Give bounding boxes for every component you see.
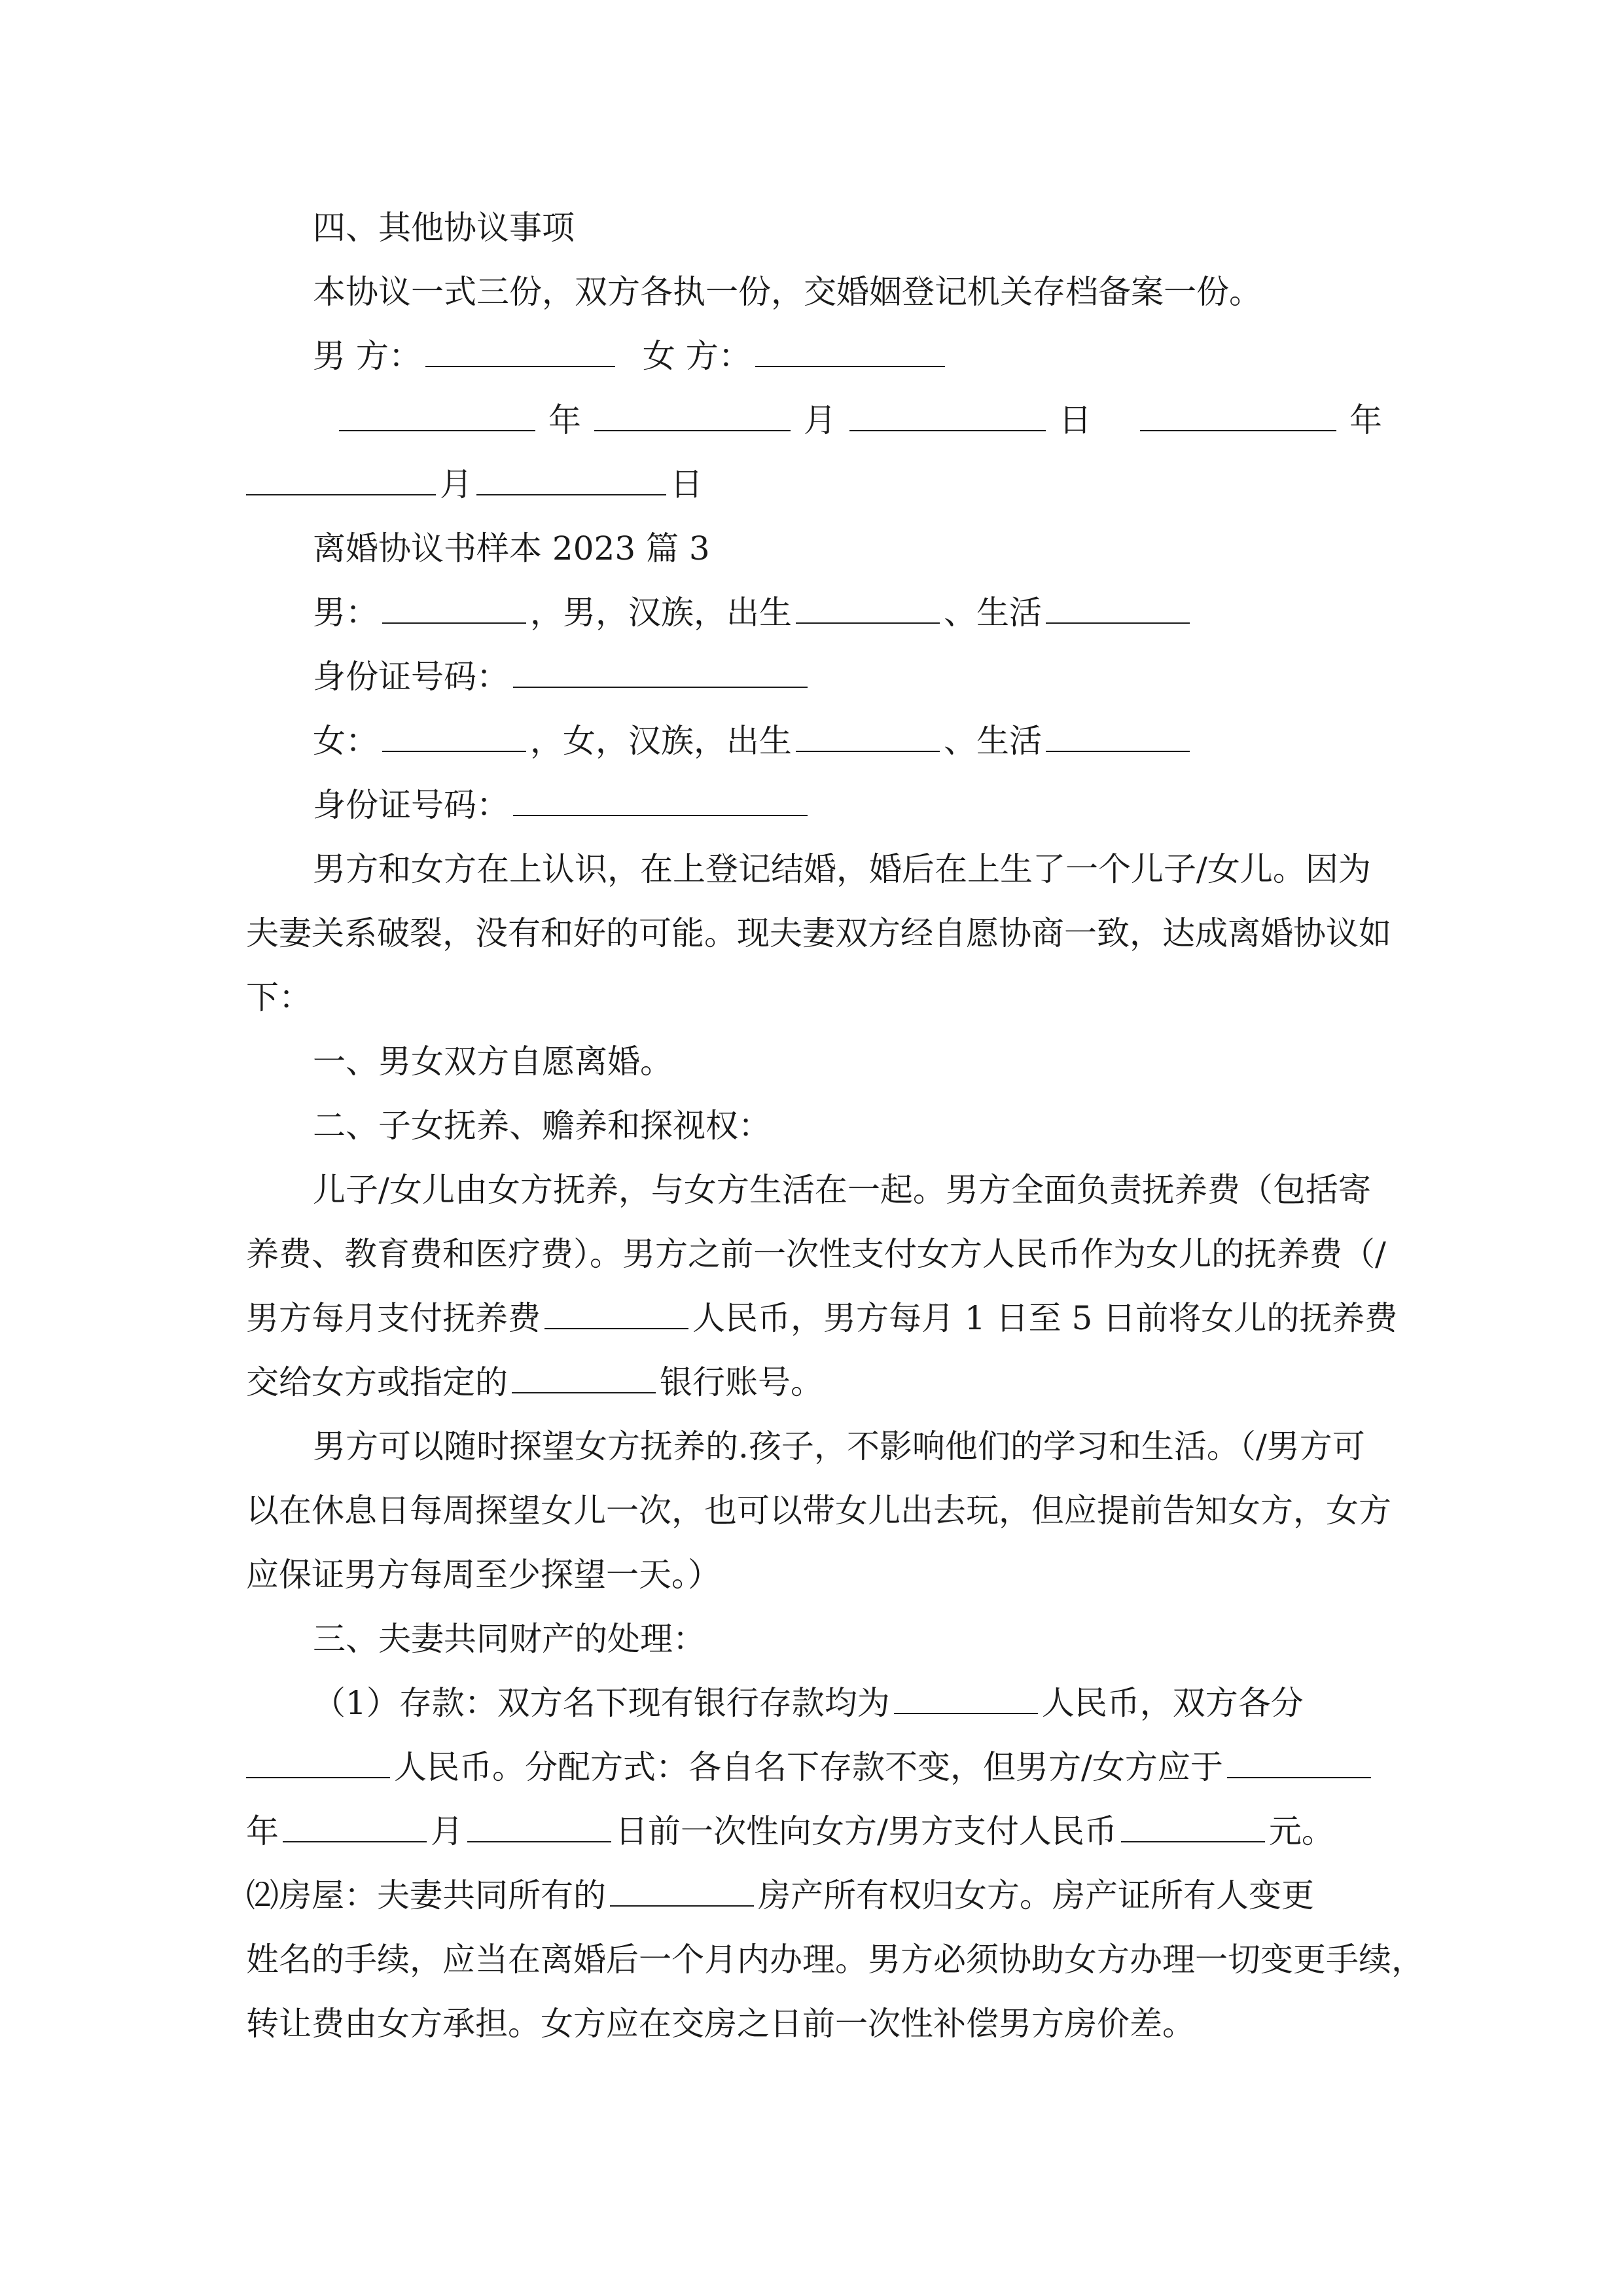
text: ，女，汉族，出生 (530, 722, 792, 760)
text: 身份证号码： (313, 786, 509, 824)
text: 应保证男方每周至少探望一天。） (246, 1556, 721, 1594)
text: 人民币，双方各分 (1041, 1684, 1304, 1722)
month-blank-2 (246, 465, 436, 495)
copies-clause (313, 272, 1262, 312)
day-label-2: 日 (670, 465, 703, 503)
day-blank (849, 401, 1046, 431)
text: 下： (246, 978, 312, 1016)
text: 日前一次性向女方/男方支付人民币 (615, 1812, 1117, 1850)
month-label-2: 月 (440, 465, 473, 503)
paragraph-line (313, 1683, 1304, 1723)
sample-title (313, 529, 710, 568)
text: 元。 (1268, 1812, 1334, 1850)
text: 、生活 (944, 594, 1042, 632)
paragraph-line (246, 1555, 721, 1594)
section-four-heading (313, 208, 575, 247)
paragraph-line (246, 1299, 1397, 1338)
text: 房产所有权归女方。房产证所有人变更 (758, 1876, 1314, 1914)
text: 四、其他协议事项 (313, 209, 575, 247)
male-id-line (313, 657, 812, 696)
date-line-2 (246, 465, 703, 504)
text: ⑵房屋：夫妻共同所有的 (246, 1876, 606, 1914)
paragraph-line (246, 1940, 1424, 1979)
paragraph-line (246, 914, 1391, 953)
paragraph-line (246, 1491, 1391, 1530)
year-blank (339, 401, 535, 431)
paragraph-line (246, 1363, 823, 1402)
property-blank (610, 1876, 754, 1907)
text: 年 (246, 1812, 279, 1850)
text: 夫妻关系破裂，没有和好的可能。现夫妻双方经自愿协商一致，达成离婚协议如 (246, 914, 1391, 952)
female-birth-blank (796, 722, 940, 752)
payment-year-blank (1227, 1748, 1371, 1778)
share-amount-blank (246, 1748, 390, 1778)
text: 身份证号码： (313, 658, 509, 696)
paragraph-line (246, 978, 312, 1017)
month-label: 月 (804, 401, 836, 439)
text: 离婚协议书样本 2023 篇 3 (313, 529, 710, 567)
female-info-line (313, 721, 1194, 761)
text: ，男，汉族，出生 (530, 594, 792, 632)
paragraph-line (313, 1170, 1371, 1210)
male-party-label: 男 方： (313, 337, 421, 375)
paragraph-line (246, 1812, 1334, 1851)
text: 姓名的手续，应当在离婚后一个月内办理。男方必须协助女方办理一切变更手续， (246, 1941, 1424, 1979)
paragraph-line (246, 1234, 1386, 1274)
text: 男方可以随时探望女方抚养的.孩子，不影响他们的学习和生活。（/男方可 (313, 1427, 1365, 1465)
male-info-line (313, 593, 1194, 632)
text: 人民币，男方每月 1 日至 5 日前将女儿的抚养费 (692, 1299, 1398, 1337)
text: 月 (431, 1812, 463, 1850)
clause-three-heading (313, 1619, 705, 1659)
text: 儿子/女儿由女方抚养，与女方生活在一起。男方全面负责抚养费（包括寄 (313, 1171, 1371, 1209)
male-birth-blank (796, 594, 940, 624)
male-signature-blank (425, 337, 615, 367)
paragraph-line (246, 1748, 1375, 1787)
paragraph-line (313, 1427, 1365, 1466)
text: 银行账号。 (660, 1363, 823, 1401)
payment-day-blank (467, 1812, 611, 1842)
payment-amount-blank (1121, 1812, 1265, 1842)
day-blank-2 (476, 465, 666, 495)
male-id-blank (513, 658, 808, 688)
day-label: 日 (1059, 401, 1092, 439)
text: 男方和女方在上认识，在上登记结婚，婚后在上生了一个儿子/女儿。因为 (313, 850, 1371, 888)
text: 女： (313, 722, 378, 760)
year-label: 年 (548, 401, 581, 439)
signature-line (313, 336, 949, 376)
year-label-2: 年 (1349, 401, 1382, 439)
male-name-blank (382, 594, 526, 624)
clause-one (313, 1042, 673, 1081)
paragraph-line (246, 1876, 1314, 1915)
year-blank-2 (1140, 401, 1336, 431)
text: 转让费由女方承担。女方应在交房之日前一次性补偿男方房价差。 (246, 2005, 1195, 2043)
text: 、生活 (944, 722, 1042, 760)
female-signature-blank (755, 337, 945, 367)
text: 三、夫妻共同财产的处理： (313, 1620, 705, 1658)
text: 二、子女抚养、赡养和探视权： (313, 1107, 771, 1145)
text: 一、男女双方自愿离婚。 (313, 1043, 673, 1081)
bank-account-blank (512, 1363, 656, 1393)
monthly-support-blank (544, 1299, 688, 1329)
female-party-label: 女 方： (642, 337, 751, 375)
female-id-blank (513, 786, 808, 816)
text: 男方每月支付抚养费 (246, 1299, 541, 1337)
female-residence-blank (1046, 722, 1190, 752)
paragraph-line (246, 2004, 1195, 2043)
text: 人民币。分配方式：各自名下存款不变，但男方/女方应于 (394, 1748, 1223, 1786)
text: （1）存款：双方名下现有银行存款均为 (313, 1684, 890, 1722)
text: 以在休息日每周探望女儿一次，也可以带女儿出去玩，但应提前告知女方，女方 (246, 1492, 1391, 1530)
paragraph-line (313, 850, 1371, 889)
payment-month-blank (283, 1812, 427, 1842)
date-line-1 (335, 401, 1382, 440)
text: 男： (313, 594, 378, 632)
text: 本协议一式三份，双方各执一份，交婚姻登记机关存档备案一份。 (313, 273, 1262, 311)
male-residence-blank (1046, 594, 1190, 624)
female-name-blank (382, 722, 526, 752)
deposit-amount-blank (894, 1684, 1038, 1714)
text: 养费、教育费和医疗费）。男方之前一次性支付女方人民币作为女儿的抚养费（/ (246, 1235, 1386, 1273)
female-id-line (313, 785, 812, 825)
clause-two-heading (313, 1106, 771, 1145)
month-blank (594, 401, 791, 431)
text: 交给女方或指定的 (246, 1363, 508, 1401)
